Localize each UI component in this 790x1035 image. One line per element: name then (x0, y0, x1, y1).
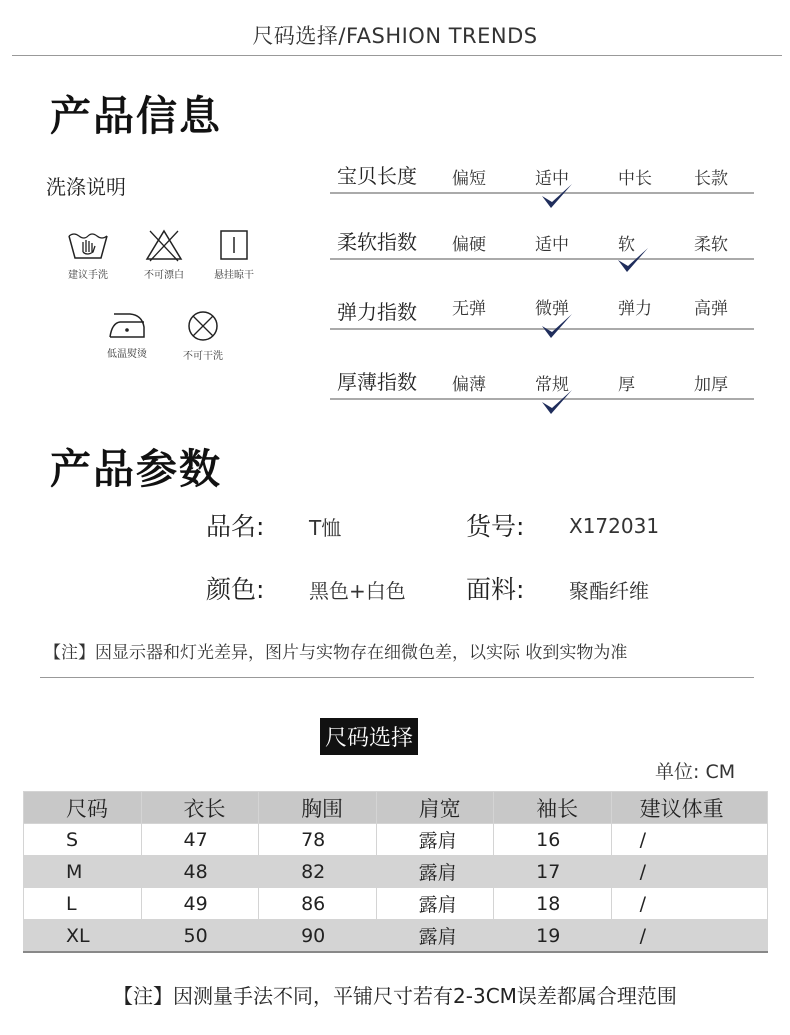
sku-label: 货号: (466, 512, 525, 541)
table-cell: 19 (494, 920, 612, 953)
product-info-title: 产品信息 (50, 92, 222, 140)
table-cell: 露肩 (376, 920, 494, 953)
attr-name: 厚薄指数 (337, 370, 417, 394)
fabric-value: 聚酯纤维 (569, 579, 649, 603)
middle-divider (40, 677, 754, 678)
table-header: 衣长 (141, 792, 259, 824)
hang-dry-icon (217, 228, 251, 262)
table-cell: 17 (494, 856, 612, 888)
attr-name: 柔软指数 (337, 230, 417, 254)
top-divider (12, 55, 782, 56)
attr-option: 适中 (535, 235, 569, 255)
size-chart-banner: 尺码选择 (320, 718, 418, 755)
sku-value: X172031 (569, 514, 660, 538)
table-header: 建议体重 (611, 792, 767, 824)
attr-option: 软 (618, 235, 635, 255)
color-difference-note: 【注】因显示器和灯光差异，图片与实物存在细微色差，以实际 收到实物为准 (44, 643, 628, 663)
attr-option: 弹力 (618, 299, 652, 319)
table-header-row (24, 792, 768, 824)
table-cell: 78 (259, 824, 377, 856)
wash-label: 不可干洗 (183, 351, 223, 362)
attr-option: 微弹 (535, 299, 569, 319)
attr-option: 偏薄 (452, 375, 486, 395)
table-cell: / (611, 920, 767, 953)
wash-label: 不可漂白 (144, 270, 184, 281)
table-header: 肩宽 (376, 792, 494, 824)
table-cell: 50 (141, 920, 259, 953)
attr-option: 长款 (694, 169, 728, 189)
table-row (24, 824, 768, 856)
table-cell: 露肩 (376, 888, 494, 920)
attr-option: 偏短 (452, 169, 486, 189)
table-cell: M (24, 856, 142, 888)
attr-option: 高弹 (694, 299, 728, 319)
table-cell: 47 (141, 824, 259, 856)
product-params-title: 产品参数 (50, 445, 222, 493)
measurement-note: 【注】因测量手法不同，平铺尺寸若有2-3CM误差都属合理范围 (113, 984, 677, 1008)
attr-option: 厚 (618, 375, 635, 395)
attr-option: 中长 (618, 169, 652, 189)
table-cell: L (24, 888, 142, 920)
check-icon (540, 182, 574, 212)
table-row (24, 888, 768, 920)
wash-label: 悬挂晾干 (214, 270, 254, 281)
wash-label: 低温熨烫 (107, 349, 147, 360)
table-cell: 48 (141, 856, 259, 888)
table-cell: 露肩 (376, 824, 494, 856)
page-title: 尺码选择/FASHION TRENDS (252, 24, 538, 48)
wash-item-no-dry-clean (158, 309, 248, 362)
attr-option: 适中 (535, 169, 569, 189)
table-cell: / (611, 824, 767, 856)
attr-row-elasticity (330, 280, 754, 330)
attr-name: 宝贝长度 (337, 164, 417, 188)
table-header: 袖长 (494, 792, 612, 824)
table-cell: 82 (259, 856, 377, 888)
no-dry-clean-icon (186, 309, 220, 343)
table-cell: XL (24, 920, 142, 953)
unit-label: 单位: CM (655, 761, 736, 783)
wash-instructions-title: 洗涤说明 (46, 175, 126, 199)
table-cell: / (611, 888, 767, 920)
color-value: 黑色+白色 (309, 579, 406, 603)
table-cell: S (24, 824, 142, 856)
check-icon (540, 312, 574, 342)
attr-option: 加厚 (694, 375, 728, 395)
attr-option: 柔软 (694, 235, 728, 255)
attr-option: 无弹 (452, 299, 486, 319)
attr-underline (330, 258, 754, 260)
hand-wash-icon (65, 228, 111, 262)
fabric-label: 面料: (466, 575, 525, 604)
wash-label: 建议手洗 (68, 270, 108, 281)
table-cell: 90 (259, 920, 377, 953)
table-row (24, 920, 768, 953)
attr-row-thickness (330, 350, 754, 400)
name-label: 品名: (206, 512, 265, 541)
attr-row-softness (330, 210, 754, 260)
table-cell: 86 (259, 888, 377, 920)
wash-item-hang-dry (189, 228, 279, 281)
table-cell: 露肩 (376, 856, 494, 888)
check-icon (540, 388, 574, 418)
table-header: 尺码 (24, 792, 142, 824)
attr-option: 常规 (535, 375, 569, 395)
low-iron-icon (106, 309, 148, 341)
table-cell: / (611, 856, 767, 888)
table-cell: 16 (494, 824, 612, 856)
size-table (23, 791, 768, 953)
attr-name: 弹力指数 (337, 300, 417, 324)
table-cell: 18 (494, 888, 612, 920)
no-bleach-icon (144, 228, 184, 262)
attr-option: 偏硬 (452, 235, 486, 255)
attr-row-length (330, 144, 754, 194)
table-cell: 49 (141, 888, 259, 920)
check-icon (616, 246, 650, 276)
table-header: 胸围 (259, 792, 377, 824)
name-value: T恤 (309, 516, 342, 540)
table-row (24, 856, 768, 888)
color-label: 颜色: (206, 575, 265, 604)
